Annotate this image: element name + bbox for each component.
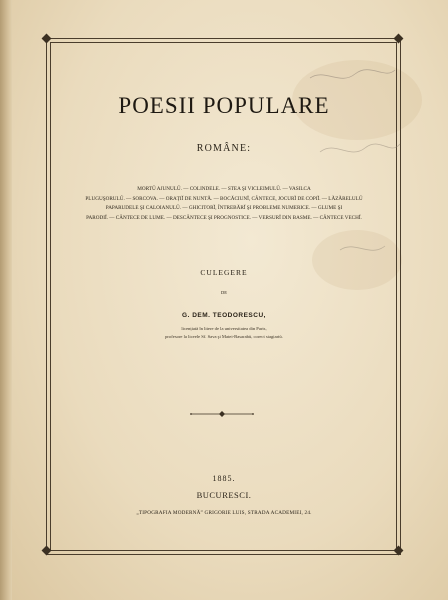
publication-year: 1885.	[212, 474, 236, 483]
contents-line: MORTŬ AJUNULŬ. — COLINDELE. — STEA ŞI VICLEIMULŬ. — VASILCA	[137, 186, 311, 192]
printer-imprint: „TIPOGRAFIA MODERNĂ” GRIGORIE LUIS, STRADA ACADEMIEI, 24.	[136, 510, 312, 516]
credentials-line: licențiată în litere de la universitatea din Paris,	[181, 326, 267, 331]
author-credentials	[40, 325, 408, 340]
publication-city: BUCURESCI.	[196, 490, 252, 500]
author-name: G. DEM. TEODORESCU,	[182, 312, 266, 319]
contents-line: PARODIĬ. — CÂNTECE DE LUME. — DESCÂNTECE ŞI PROGNOSTICE. — VERSURĬ DIN BASME. — CÂNTECE VECHĬ.	[86, 214, 362, 221]
contents-line: PAPARUDELE ŞI CALOIANULŬ. — GHICITORĬ, ÎNTREBĂRĬ ŞI PROBLEME NUMERICE. — GLUME ŞI	[105, 205, 343, 212]
by-label: DE	[221, 290, 227, 295]
contents-list	[58, 185, 390, 223]
book-title: POESII POPULARE	[118, 93, 330, 118]
ornament-divider	[189, 410, 255, 418]
credentials-line: profesore la liceele Sf. Sava şi Matei-Basarabŭ, corect stagiariŭ.	[165, 333, 283, 339]
collection-label: CULEGERE	[200, 268, 248, 277]
book-subtitle: ROMÂNE:	[196, 143, 252, 154]
contents-line: PLUGUŞORULŬ. — SORCOVA. — ORAȚIĬ DE NUNTĂ. — BOCĂCIUNĬ, CÂNTECE, JOCURĬ DE COPIĬ. — LĂZĂRELULŬ	[85, 195, 363, 202]
